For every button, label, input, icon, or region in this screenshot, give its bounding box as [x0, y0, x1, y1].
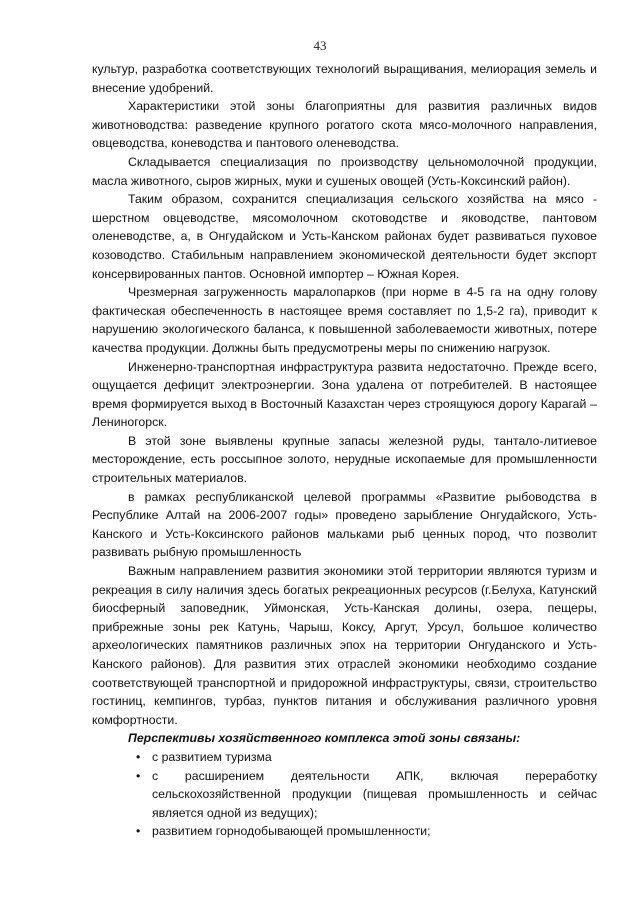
- bullet-icon: •: [136, 749, 141, 764]
- paragraph-tourism: Важным направлением развития экономики этой территории являются туризм и рекреация в силу наличия здесь богатых рекреационных ресурсов (г.Белуха, Катунский биосферный заповедник, Уймонская, Усть-Канская долины, озера, пещеры, прибрежные зоны рек Катунь, Чарыш, Коксу, Аргут, Урсул, большое количество археологических памятников различных эпох на территории Онгуданского и Усть-Канского районов). Для развития этих отраслей экономики необходимо создание соответствующей транспортной и придорожной инфраструктуры, связи, строительство гостиниц, кемпингов, турбаз, пунктов питания и обслуживания различного уровня комфортности.: [92, 564, 597, 727]
- page-number: 43: [313, 38, 327, 53]
- list-item: [136, 767, 597, 823]
- list-item-text: развитием горнодобывающей промышленности;: [152, 824, 431, 839]
- paragraph-infrastructure: Инженерно-транспортная инфраструктура развита недостаточно. Прежде всего, ощущается дефицит электроэнергии. Зона удалена от потребителей. В настоящее время формируется выход в Восточный Казахстан через строящуюся дорогу Карагай – Лениногорск.: [92, 359, 597, 430]
- paragraph-agriculture-summary: Таким образом, сохранится специализация сельского хозяйства на мясо - шерстном овцеводстве, мясомолочном скотоводстве и яководстве, пантовом оленеводстве, а, в Онгудайском и Усть-Канском районах будет развиваться пуховое козоводство. Стабильным направлением экономической деятельности будет экспорт консервированных пантов. Основной импортер – Южная Корея.: [92, 192, 597, 281]
- document-body: [92, 60, 597, 841]
- bullet-icon: •: [136, 824, 141, 839]
- paragraph-specialization: Складывается специализация по производству цельномолочной продукции, масла животного, сыров жирных, муки и сушеных овощей (Усть-Коксинский район).: [92, 154, 597, 188]
- paragraph-zone-characteristics: Характеристики этой зоны благоприятны для развития различных видов животноводства: разведение крупного рогатого скота мясо-молочного направления, овцеводства, коневодства и пантового оленеводства.: [92, 99, 597, 151]
- prospects-list: [92, 748, 597, 841]
- bullet-icon: •: [136, 768, 141, 783]
- paragraph-fish-farming: в рамках республиканской целевой программы «Развитие рыбоводства в Республике Алтай на 2006-2007 годы» проведено зарыбление Онгудайского, Усть-Канского и Усть-Коксинского районов мальками рыб ценных пород, что позволит развивать рыбную промышленность: [92, 489, 597, 560]
- list-item: [136, 748, 597, 767]
- list-item: [136, 822, 597, 841]
- paragraph-mineral-resources: В этой зоне выявлены крупные запасы железной руды, тантало-литиевое месторождение, есть россыпное золото, нерудные ископаемые для промышленности строительных материалов.: [92, 433, 597, 486]
- prospects-heading: Перспективы хозяйственного комплекса этой зоны связаны:: [128, 731, 521, 746]
- paragraph-maral-parks: Чрезмерная загруженность маралопарков (при норме в 4-5 га на одну голову фактическая обеспеченность в настоящее время составляет по 1,5-2 га), приводит к нарушению экологического баланса, к повышенной заболеваемости животных, потере качества продукции. Должны быть предусмотрены меры по снижению нагрузок.: [92, 285, 597, 355]
- paragraph-continuation: культур, разработка соответствующих технологий выращивания, мелиорация земель и внесение удобрений.: [92, 62, 597, 95]
- list-item-text: с развитием туризма: [152, 749, 272, 764]
- list-item-text: с расширением деятельности АПК, включая переработку сельскохозяйственной продукции (пищевая промышленность и сейчас является одной из ведущих);: [152, 768, 597, 820]
